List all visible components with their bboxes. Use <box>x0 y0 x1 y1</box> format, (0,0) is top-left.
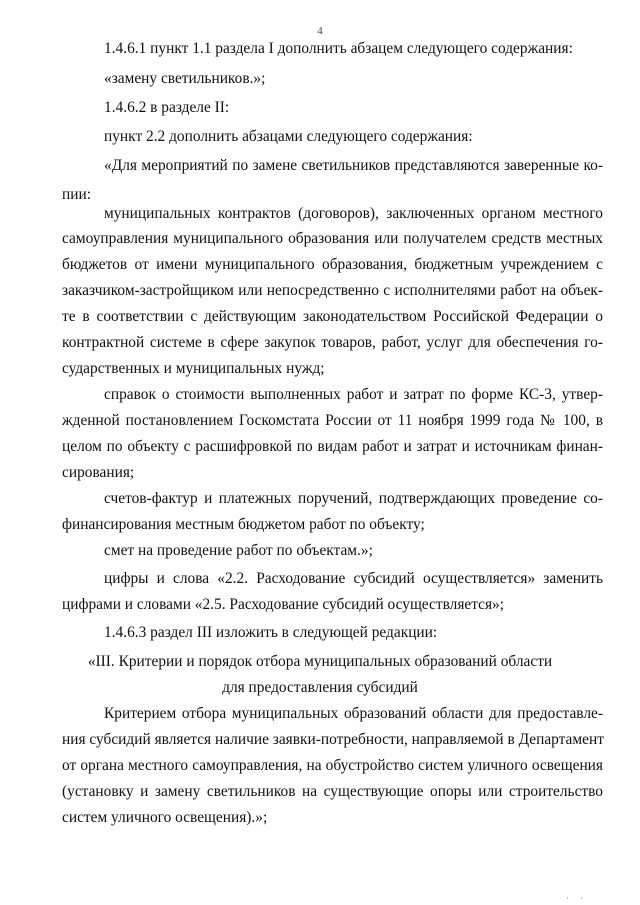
text-line: смет на проведение работ по объектам.»; <box>104 542 373 559</box>
text-line: заказчиком-застройщиком или непосредственно с исполнителями работ на объек- <box>62 282 603 299</box>
text-line: сирования; <box>62 464 135 481</box>
text-line: пункт 2.2 дополнить абзацами следующего содержания: <box>104 128 473 145</box>
text-line: (установку и замену светильников на существующие опоры или строительство <box>62 783 603 800</box>
text-line: те в соответствии с действующим законодательством Российской Федерации о <box>62 308 603 325</box>
text-line: сударственных и муниципальных нужд; <box>62 360 325 377</box>
text-line: 1.4.6.1 пункт 1.1 раздела I дополнить абзацем следующего содержания: <box>104 40 573 57</box>
text-line: муниципальных контрактов (договоров), заключенных органом местного <box>104 205 603 222</box>
text-line: систем уличного освещения).»; <box>62 809 268 826</box>
text-line: Критерием отбора муниципальных образований области для предоставле- <box>104 705 603 722</box>
text-line: справок о стоимости выполненных работ и затрат по форме КС-3, утвер- <box>104 386 603 403</box>
scan-speck-icon: · <box>580 893 583 903</box>
text-line: ния субсидий является наличие заявки-потребности, направляемой в Департамент <box>62 731 604 748</box>
text-line: «замену светильников.»; <box>104 70 266 87</box>
text-line: цифры и слова «2.2. Расходование субсидий осуществляется» заменить <box>104 570 603 587</box>
text-line: финансирования местным бюджетом работ по объекту; <box>62 516 425 533</box>
text-line: счетов-фактур и платежных поручений, подтверждающих проведение со- <box>104 490 603 507</box>
text-line: 1.4.6.3 раздел III изложить в следующей редакции: <box>104 624 438 641</box>
text-line: бюджетов от имени муниципального образования, бюджетным учреждением с <box>62 256 603 273</box>
text-line: 1.4.6.2 в разделе II: <box>104 99 230 116</box>
text-line: цифрами и словами «2.5. Расходование субсидий осуществляется»; <box>62 596 505 613</box>
page-number: 4 <box>317 25 323 37</box>
scan-speck-icon: · <box>566 893 569 903</box>
text-line: «Для мероприятий по замене светильников представляются заверенные ко- <box>104 157 603 174</box>
text-line: пии: <box>62 186 91 203</box>
text-line: от органа местного самоуправления, на обустройство систем уличного освещения <box>62 757 603 774</box>
text-line: целом по объекту с расшифровкой по видам работ и затрат и источникам финан- <box>62 438 603 455</box>
section-heading: для предоставления субсидий <box>222 679 418 696</box>
text-line: жденной постановлением Госкомстата России от 11 ноября 1999 года № 100, в <box>62 412 603 429</box>
text-line: контрактной системе в сфере закупок товаров, работ, услуг для обеспечения го- <box>62 334 603 351</box>
section-heading: «III. Критерии и порядок отбора муниципальных образований области <box>87 653 553 670</box>
text-line: самоуправления муниципального образования или получателем средств местных <box>62 230 603 247</box>
